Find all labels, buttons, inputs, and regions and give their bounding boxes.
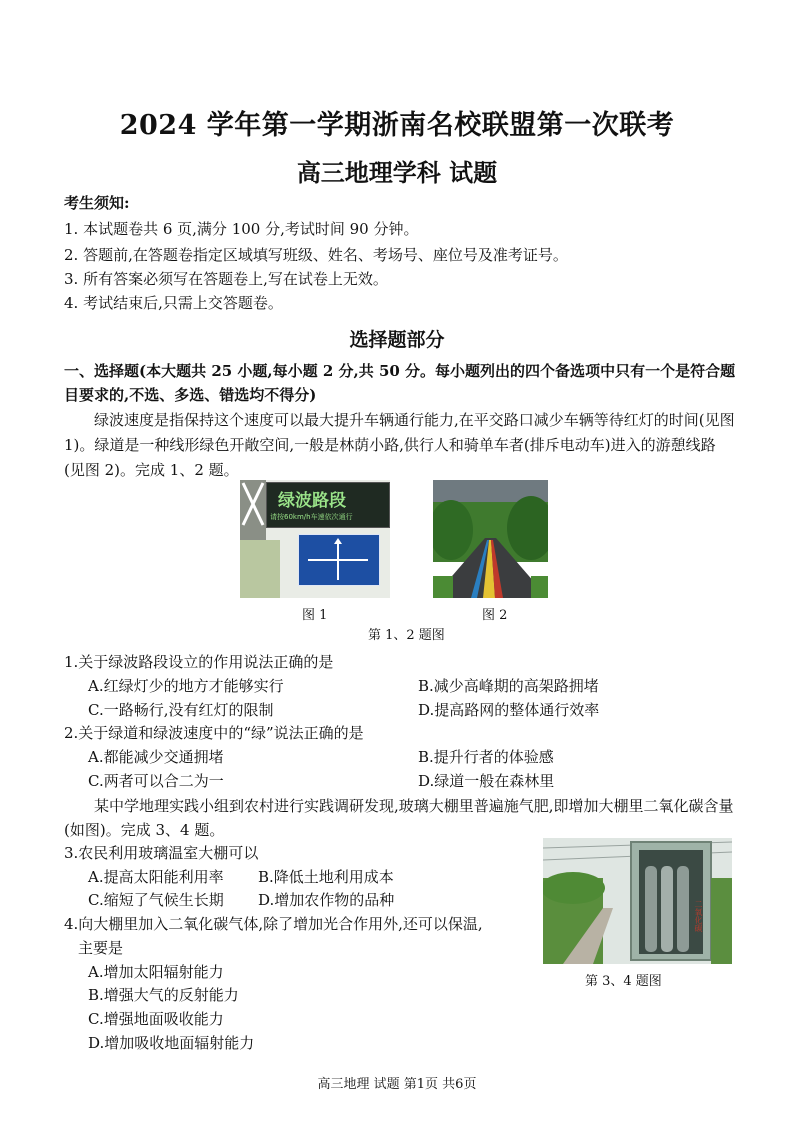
question-3-stem: 3.农民利用玻璃温室大棚可以 <box>64 844 259 862</box>
notice-item-1: 1. 本试题卷共 6 页,满分 100 分,考试时间 90 分钟。 <box>64 220 419 238</box>
passage-1: 绿波速度是指保持这个速度可以最大提升车辆通行能力,在平交路口减少车辆等待红灯的时间(见图 1)。绿道是一种线形绿色开敞空间,一般是林荫小路,供行人和骑单车者(排斥电动车)进入的游憩线路(见图 2)。完成 1、2 题。 <box>64 411 735 479</box>
q2-option-b: B.提升行者的体验感 <box>418 748 554 766</box>
q1-option-c: C.一路畅行,没有红灯的限制 <box>88 701 274 719</box>
q3-option-b: B.降低土地利用成本 <box>258 868 394 886</box>
figure-1-green-wave-sign <box>240 480 390 598</box>
q3-option-d: D.增加农作物的品种 <box>258 891 395 909</box>
sign-sub-text: 请按60km/h车速依次通行 <box>270 513 353 521</box>
section-title: 选择题部分 <box>349 329 445 351</box>
figure-1-label: 图 1 <box>302 608 328 623</box>
notice-item-3: 3. 所有答案必须写在答题卷上,写在试卷上无效。 <box>64 270 388 288</box>
exam-title: 2024 学年第一学期浙南名校联盟第一次联考 <box>119 110 675 141</box>
q2-option-c: C.两者可以合二为一 <box>88 772 224 790</box>
notice-heading: 考生须知: <box>64 194 130 212</box>
sign-main-text: 绿波路段 <box>278 491 346 511</box>
notice-item-4: 4. 考试结束后,只需上交答题卷。 <box>64 294 283 312</box>
figure-3-4-greenhouse-photo <box>543 838 732 964</box>
passage-2: 某中学地理实践小组到农村进行实践调研发现,玻璃大棚里普遍施气肥,即增加大棚里二氧化碳含量(如图)。完成 3、4 题。 <box>64 797 734 839</box>
figure-1-2-caption: 第 1、2 题图 <box>368 628 445 643</box>
q4-option-d: D.增加吸收地面辐射能力 <box>88 1034 255 1052</box>
q2-option-a: A.都能减少交通拥堵 <box>88 748 224 766</box>
q4-option-b: B.增强大气的反射能力 <box>88 986 239 1004</box>
co2-tank-label: 二氧化碳 <box>694 900 703 932</box>
figure-2-greenway-photo <box>433 480 548 598</box>
figure-2-label: 图 2 <box>482 608 508 623</box>
q3-option-c: C.缩短了气候生长期 <box>88 891 224 909</box>
q4-option-c: C.增强地面吸收能力 <box>88 1010 224 1028</box>
q1-option-d: D.提高路网的整体通行效率 <box>418 701 600 719</box>
question-4-stem-line-1: 4.向大棚里加入二氧化碳气体,除了增加光合作用外,还可以保温, <box>64 915 483 933</box>
question-1-stem: 1.关于绿波路段设立的作用说法正确的是 <box>64 653 334 671</box>
q1-option-a: A.红绿灯少的地方才能够实行 <box>88 677 284 695</box>
notice-item-2: 2. 答题前,在答题卷指定区域填写班级、姓名、考场号、座位号及准考证号。 <box>64 246 568 264</box>
q3-option-a: A.提高太阳能利用率 <box>88 868 224 886</box>
figure-3-4-caption: 第 3、4 题图 <box>585 974 662 989</box>
q1-option-b: B.减少高峰期的高架路拥堵 <box>418 677 599 695</box>
question-2-stem: 2.关于绿道和绿波速度中的“绿”说法正确的是 <box>64 724 364 742</box>
q4-option-a: A.增加太阳辐射能力 <box>88 963 224 981</box>
question-4-stem-line-2: 主要是 <box>78 939 124 957</box>
part1-heading: 一、选择题(本大题共 25 小题,每小题 2 分,共 50 分。每小题列出的四个备选项中只有一个是符合题目要求的,不选、多选、错选均不得分) <box>64 362 736 404</box>
q2-option-d: D.绿道一般在森林里 <box>418 772 555 790</box>
exam-subtitle: 高三地理学科 试题 <box>296 158 498 187</box>
page-footer: 高三地理 试题 第1页 共6页 <box>317 1077 477 1092</box>
